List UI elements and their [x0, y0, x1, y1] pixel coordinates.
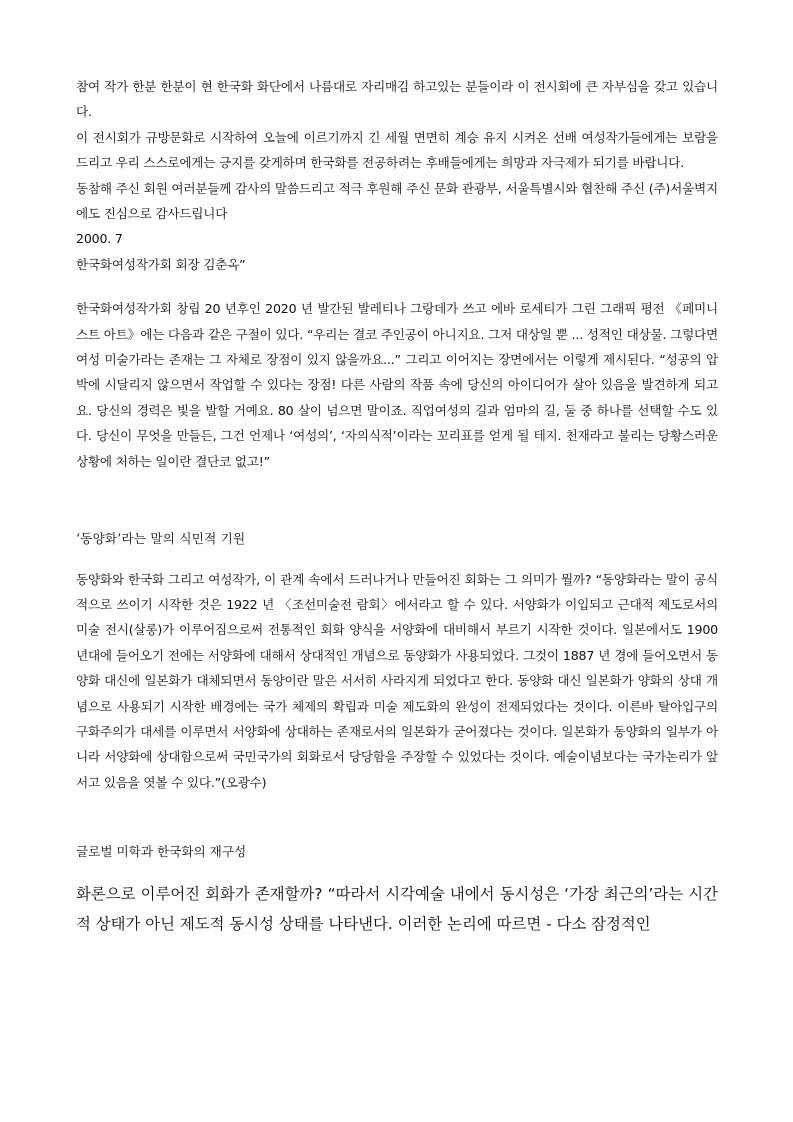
oriental-painting-paragraph: 동양화와 한국화 그리고 여성작가, 이 관계 속에서 드러나거나 만들어진 회화는 그 의미가 뭘까? “동양화라는 말이 공식적으로 쓰이기 시작한 것은 1922 년 〈조선미술전 람회〉에서라고 할 수 있다. 서양화가 이입되고 근대적 제도로서의 미술 전시(살롱)가 이루어짐으로써 전통적인 회화 양식을 서양화에 대비해서 부르기 시작한 것이다. 일본에서도 1900 년대에 들어오기 전에는 서양화에 대해서 상대적인 개념으로 동양화가 사용되었다. 그것이 1887 년 경에 들어오면서 동양화 대신에 일본화가 대체되면서 동양이란 말은 서서히 사라지게 되었다고 한다. 동양화 대신 일본화가 양화의 상대 개념으로 사용되기 시작한 배경에는 국가 체제의 확립과 미술 제도화의 완성이 전제되었다는 것이다. 이른바 탈아입구의 구화주의가 대세를 이루면서 서양화에 상대하는 존재로서의 일본화가 굳어졌다는 것이다. 일본화가 동양화의 일부가 아니라 서양화에 상대함으로써 국민국가의 회화로서 당당함을 주장할 수 있었다는 것이다. 예술이념보다는 국가논리가 앞서고 있음을 엿볼 수 있다.”(오광수)	[76, 571, 718, 790]
section-heading-colonial-origin: ‘동양화’라는 말의 식민적 기원	[76, 531, 246, 547]
date-line: 2000. 7	[76, 231, 123, 247]
feminist-art-paragraph: 한국화여성작가회 창립 20 년후인 2020 년 발간된 발레티나 그랑데가 쓰고 에바 로세티가 그린 그래픽 평전 《페미니스트 아트》에는 다음과 같은 구절이 있다. “우리는 결코 주인공이 아니지요. 그저 대상일 뿐 ... 성적인 대상물. 그렇다면 여성 미술가라는 존재는 그 자체로 장점이 있지 않을까요...” 그리고 이어지는 장면에서는 이렇게 제시된다. “성공의 압박에 시달리지 않으면서 작업할 수 있다는 장점! 다른 사람의 작품 속에 당신의 아이디어가 살아 있음을 발견하게 되고요. 당신의 경력은 빛을 발할 거예요. 80 살이 넘으면 말이죠. 직업여성의 길과 엄마의 길, 둘 중 하나를 선택할 수도 있다. 당신이 무엇을 만들든, 그건 언제나 ‘여성의’, ‘자의식적’이라는 꼬리표를 얻게 될 테지. 천재라고 불리는 당황스러운 상황에 처하는 일이란 결단코 없고!”	[76, 301, 718, 469]
intro-paragraph-2: 이 전시회가 규방문화로 시작하여 오늘에 이르기까지 긴 세월 면면히 계승 유지 시켜온 선배 여성작가들에게는 보람을 드리고 우리 스스로에게는 긍지를 갖게하며 한국화를 전공하려는 후배들에게는 희망과 자극제가 되기를 바랍니다.	[76, 129, 718, 171]
signature-line: 한국화여성작가회 회장 김춘옥”	[76, 256, 246, 272]
intro-paragraph: 참여 작가 한분 한분이 현 한국화 화단에서 나름대로 자리매김 하고있는 분들이라 이 전시회에 큰 자부심을 갖고 있습니다.	[76, 79, 718, 120]
global-aesthetics-paragraph: 화론으로 이루어진 회화가 존재할까? “따라서 시각예술 내에서 동시성은 ‘가장 최근의’라는 시간적 상태가 아닌 제도적 동시성 상태를 나타낸다. 이러한 논리에 따르면 - 다소 잠정적인	[76, 884, 718, 933]
section-heading-global-aesthetics: 글로벌 미학과 한국화의 재구성	[76, 844, 247, 860]
document-body	[76, 74, 718, 939]
intro-paragraph-3: 동참해 주신 회원 여러분들께 감사의 말씀드리고 적극 후원해 주신 문화 관광부, 서울특별시와 협찬해 주신 (주)서울벽지에도 진심으로 감사드립니다	[76, 180, 718, 222]
